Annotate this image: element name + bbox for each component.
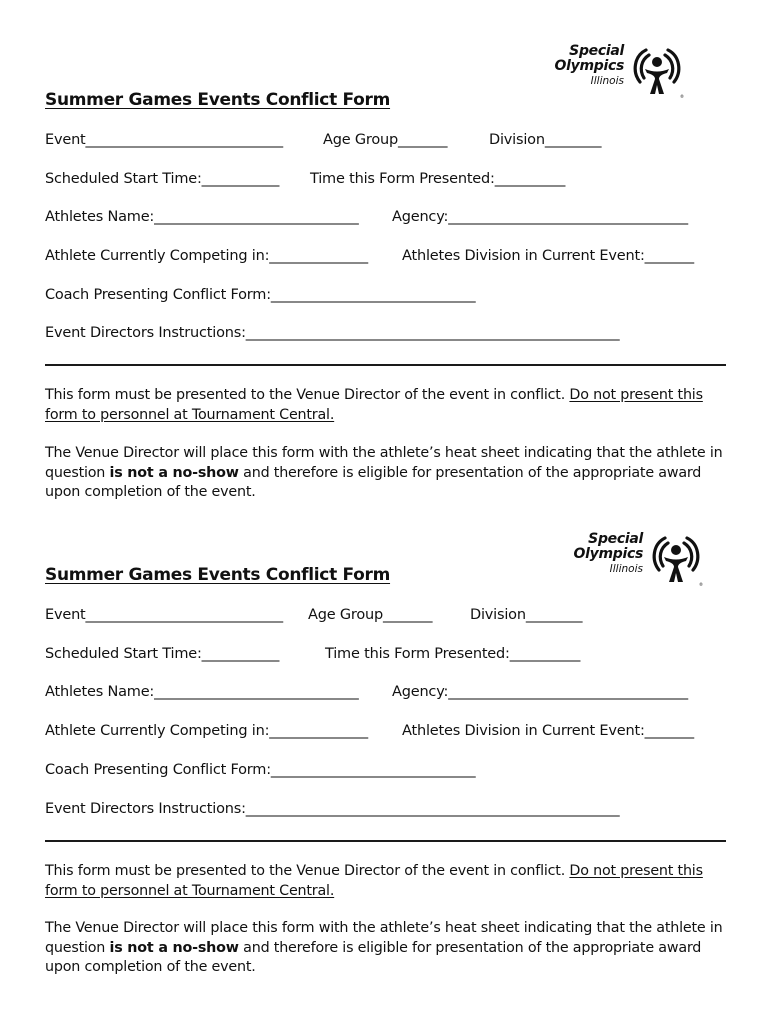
special-olympics-emblem-icon — [647, 530, 705, 588]
conflict-form-2 — [0, 476, 770, 976]
division-field[interactable]: Division________ — [470, 607, 583, 623]
divider — [45, 840, 726, 842]
athletes-name-field[interactable]: Athletes Name:_____________________________ — [45, 209, 359, 225]
svg-text:®: ® — [699, 582, 703, 587]
notice-paragraph — [45, 386, 735, 425]
notice-text: This form must be presented to the Venue Director of the event in conflict. — [45, 387, 570, 403]
notice-text: This form must be presented to the Venue Director of the event in conflict. — [45, 863, 570, 879]
event-field[interactable]: Event____________________________ — [45, 607, 283, 623]
time-presented-field[interactable]: Time this Form Presented:__________ — [310, 171, 566, 187]
placement-text-after: and therefore is eligible for presentation of the appropriate award upon completion of the event. — [45, 464, 702, 500]
instructions-field[interactable]: Event Directors Instructions:_____________________________________________________ — [45, 325, 620, 341]
form-title: Summer Games Events Conflict Form — [45, 90, 391, 110]
coach-field[interactable]: Coach Presenting Conflict Form:_____________________________ — [45, 287, 476, 303]
scheduled-start-time-field[interactable]: Scheduled Start Time:___________ — [45, 171, 280, 187]
athletes-name-field[interactable]: Athletes Name:_____________________________ — [45, 684, 359, 700]
division-current-event-field[interactable]: Athletes Division in Current Event:_______ — [402, 723, 694, 739]
logo-line-3: Illinois — [609, 563, 643, 575]
logo-line-2: Olympics — [554, 58, 624, 74]
notice-underlined: Do not present this form to personnel at Tournament Central. — [45, 863, 703, 899]
placement-text-before: The Venue Director will place this form with the athlete’s heat sheet indicating that the athlete in question — [45, 920, 723, 956]
scheduled-start-time-field[interactable]: Scheduled Start Time:___________ — [45, 646, 280, 662]
currently-competing-field[interactable]: Athlete Currently Competing in:______________ — [45, 248, 368, 264]
logo-line-3: Illinois — [590, 75, 624, 87]
placement-text-before: The Venue Director will place this form with the athlete’s heat sheet indicating that the athlete in question — [45, 445, 723, 481]
placement-bold: is not a no-show — [109, 939, 239, 956]
svg-text:®: ® — [680, 94, 684, 99]
logo-line-1: Special — [569, 43, 624, 59]
event-field[interactable]: Event____________________________ — [45, 132, 283, 148]
agency-field[interactable]: Agency:__________________________________ — [392, 209, 688, 225]
divider — [45, 364, 726, 366]
special-olympics-emblem-icon — [628, 42, 686, 100]
notice-paragraph — [45, 862, 735, 901]
conflict-form-1 — [0, 0, 770, 500]
logo-wordmark — [574, 532, 643, 577]
coach-field[interactable]: Coach Presenting Conflict Form:_____________________________ — [45, 762, 476, 778]
logo-line-2: Olympics — [573, 546, 643, 562]
time-presented-field[interactable]: Time this Form Presented:__________ — [325, 646, 581, 662]
placement-bold: is not a no-show — [109, 464, 239, 481]
division-field[interactable]: Division________ — [489, 132, 602, 148]
notice-underlined: Do not present this form to personnel at Tournament Central. — [45, 387, 703, 423]
division-current-event-field[interactable]: Athletes Division in Current Event:_______ — [402, 248, 694, 264]
special-olympics-logo — [526, 42, 686, 102]
agency-field[interactable]: Agency:__________________________________ — [392, 684, 688, 700]
logo-line-1: Special — [588, 531, 643, 547]
age-group-field[interactable]: Age Group_______ — [308, 607, 433, 623]
age-group-field[interactable]: Age Group_______ — [323, 132, 448, 148]
special-olympics-logo — [545, 530, 705, 590]
placement-paragraph — [45, 919, 735, 978]
logo-wordmark — [555, 44, 624, 89]
currently-competing-field[interactable]: Athlete Currently Competing in:______________ — [45, 723, 368, 739]
placement-text-after: and therefore is eligible for presentation of the appropriate award upon completion of the event. — [45, 939, 702, 975]
form-title: Summer Games Events Conflict Form — [45, 565, 391, 585]
instructions-field[interactable]: Event Directors Instructions:_____________________________________________________ — [45, 801, 620, 817]
